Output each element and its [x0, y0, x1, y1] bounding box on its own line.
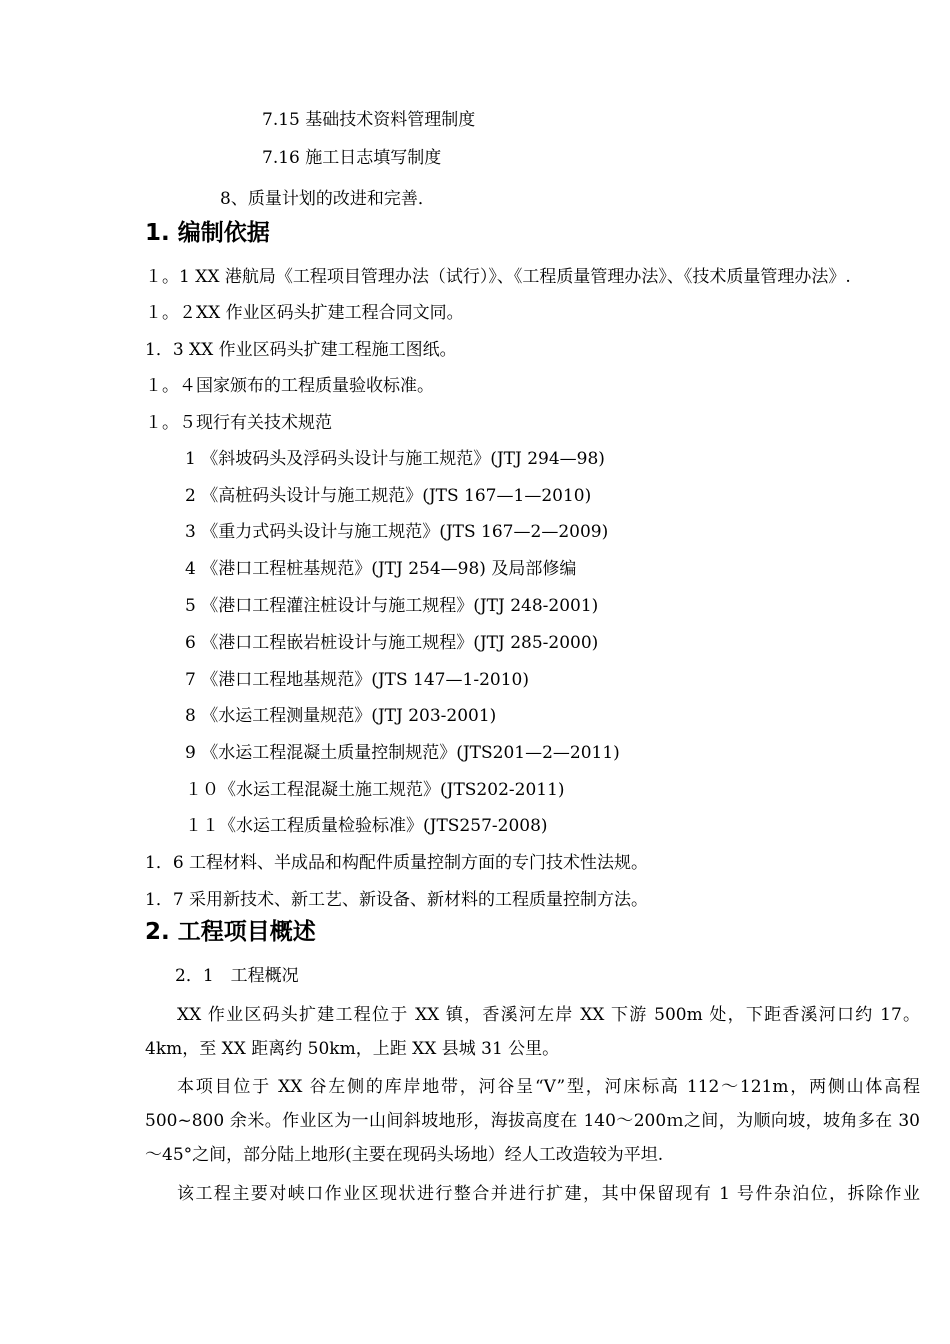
- standard-item: 5 《港口工程灌注桩设计与施工规程》(JTJ 248-2001): [185, 596, 599, 616]
- basis-item-1-6: 1．6 工程材料、半成品和构配件质量控制方面的专门技术性法规。: [145, 853, 649, 873]
- standard-item: 6 《港口工程嵌岩桩设计与施工规程》(JTJ 285-2000): [185, 633, 599, 653]
- basis-item-1-2: １。２XX 作业区码头扩建工程合同文同。: [145, 303, 464, 323]
- standard-item: １１《水运工程质量检验标准》(JTS257-2008): [185, 816, 548, 836]
- basis-item-1-3: 1．3 XX 作业区码头扩建工程施工图纸。: [145, 340, 457, 360]
- toc-item-7-15: 7.15 基础技术资料管理制度: [262, 110, 476, 130]
- standard-item: 1 《斜坡码头及浮码头设计与施工规范》(JTJ 294—98): [185, 449, 605, 469]
- toc-item-8: 8、质量计划的改进和完善．: [220, 189, 435, 209]
- standard-item: １０《水运工程混凝土施工规范》(JTS202-2011): [185, 780, 565, 800]
- toc-item-7-16: 7.16 施工日志填写制度: [262, 148, 442, 168]
- overview-paragraph-1: XX 作业区码头扩建工程位于 XX 镇，香溪河左岸 XX 下游 500m 处，下距香溪河口约 17。4km，至 XX 距离约 50km，上距 XX 县城 31 公里。: [145, 1005, 920, 1059]
- section-1-heading: 1. 编制依据: [145, 220, 270, 246]
- basis-item-1-1: １。1 XX 港航局《工程项目管理办法（试行）》、《工程质量管理办法》、《技术质量管理办法》.: [145, 267, 851, 287]
- standard-item: 7 《港口工程地基规范》(JTS 147—1-2010): [185, 670, 529, 690]
- overview-paragraph-2: 本项目位于 XX 谷左侧的库岸地带，河谷呈“V”型，河床标高 112～121m，两侧山体高程 500~800 余米。作业区为一山间斜坡地形，海拔高度在 140～200ｍ之间，为顺向坡，坡角多在 30～45°之间，部分陆上地形(主要在现码头场地）经人工改造较为平坦.: [145, 1077, 920, 1165]
- standard-item: 9 《水运工程混凝土质量控制规范》(JTS201—2—2011): [185, 743, 620, 763]
- basis-item-1-7: 1．7 采用新技术、新工艺、新设备、新材料的工程质量控制方法。: [145, 890, 649, 910]
- standard-item: 2 《高桩码头设计与施工规范》(JTS 167—1—2010): [185, 486, 592, 506]
- section-2-heading: 2. 工程项目概述: [145, 919, 316, 945]
- section-2-1-subheading: 2．1 工程概况: [175, 966, 299, 986]
- overview-paragraph-3: 该工程主要对峡口作业区现状进行整合并进行扩建，其中保留现有 1 号件杂泊位，拆除作业: [177, 1184, 920, 1204]
- standard-item: 8 《水运工程测量规范》(JTJ 203-2001): [185, 706, 497, 726]
- standard-item: 4 《港口工程桩基规范》(JTJ 254—98) 及局部修编: [185, 559, 577, 579]
- standard-item: 3 《重力式码头设计与施工规范》(JTS 167—2—2009): [185, 522, 609, 542]
- basis-item-1-4: １。４国家颁布的工程质量验收标准。: [145, 376, 434, 396]
- basis-item-1-5: １。５现行有关技术规范: [145, 413, 332, 433]
